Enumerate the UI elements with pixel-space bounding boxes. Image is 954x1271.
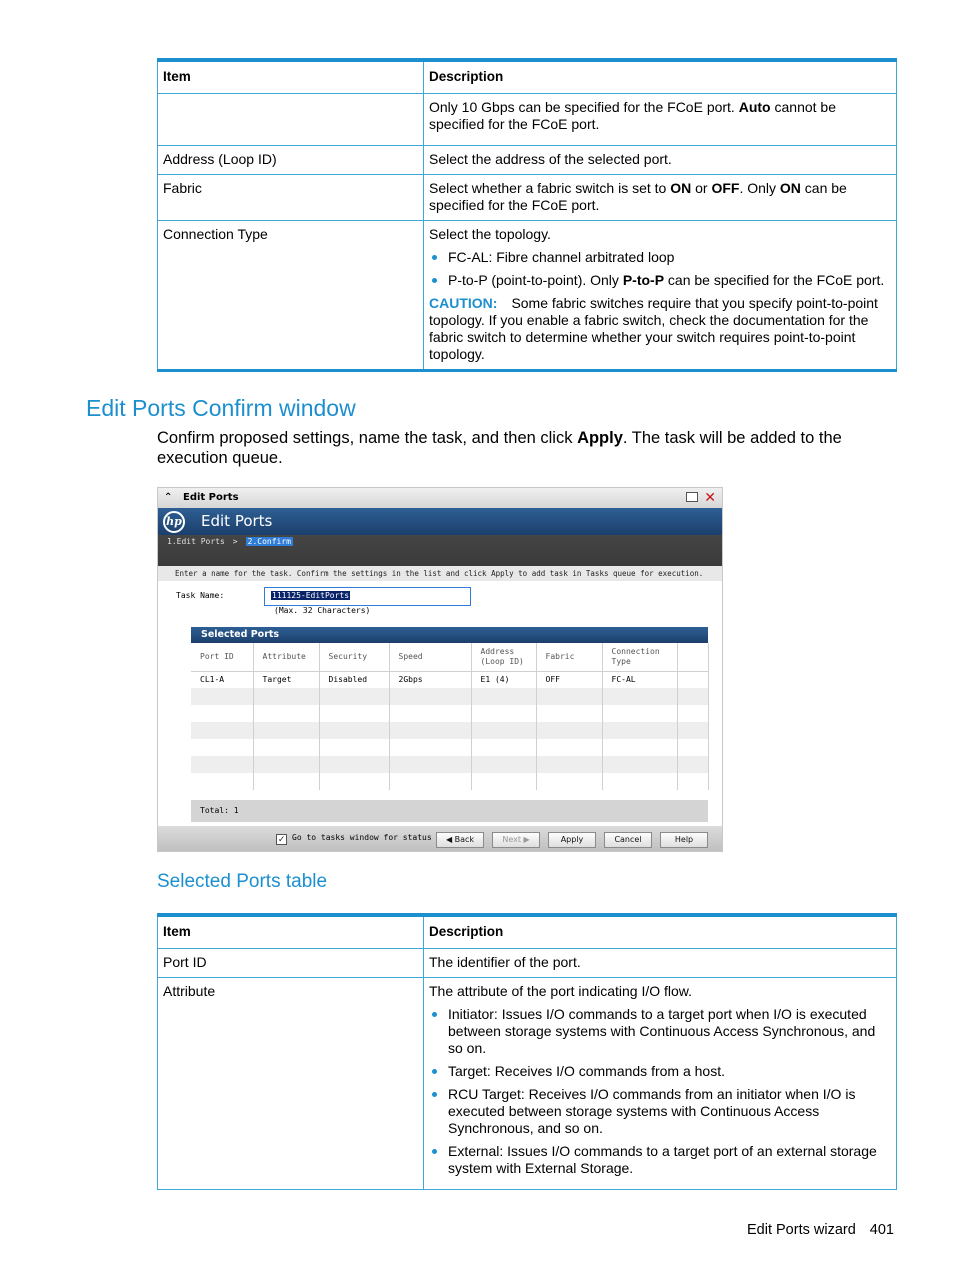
description-cell: Select the topology. FC-AL: Fibre channel arbitrated loop P-to-P (point-to-point). Only P-to-P can be specified for the FCoE port. CAUTION: Some fabric switches require that you specify point-to-point topology. If you enable a fabric switch, check the documentation for the fabric switch to determine whether your switch requires point-to-point topology. bbox=[424, 221, 897, 371]
table-row bbox=[158, 221, 897, 371]
task-name-hint: (Max. 32 Characters) bbox=[274, 606, 371, 615]
step-confirm[interactable]: 2.Confirm bbox=[247, 537, 291, 546]
back-button[interactable]: ◀ Back bbox=[436, 832, 484, 848]
maximize-icon[interactable] bbox=[686, 492, 698, 502]
selected-ports-panel bbox=[191, 627, 708, 822]
table-row bbox=[191, 773, 708, 790]
panel-title: Selected Ports bbox=[191, 627, 708, 643]
col-security[interactable]: Security bbox=[319, 643, 389, 671]
table-row bbox=[158, 978, 897, 1190]
help-button[interactable]: Help bbox=[660, 832, 708, 848]
hp-logo: hp bbox=[163, 511, 185, 533]
intro-paragraph: Confirm proposed settings, name the task, and then click Apply. The task will be added to the execution queue. bbox=[157, 429, 842, 467]
item-cell: Connection Type bbox=[158, 221, 424, 371]
wizard-banner bbox=[158, 508, 723, 535]
col-attribute[interactable]: Attribute bbox=[253, 643, 319, 671]
list-item: FC-AL: Fibre channel arbitrated loop bbox=[429, 249, 891, 266]
caution-label: CAUTION: bbox=[429, 295, 498, 311]
list-item: RCU Target: Receives I/O commands from an initiator when I/O is executed between storage systems with Continuous Access Synchronous, and so on. bbox=[429, 1086, 891, 1137]
collapse-icon[interactable]: ⌃ bbox=[164, 492, 173, 503]
description-cell: Select whether a fabric switch is set to ON or OFF. Only ON can be specified for the FCoE port. bbox=[424, 175, 897, 221]
col-port-id[interactable]: Port ID bbox=[191, 643, 253, 671]
col-connection-type[interactable]: Connection Type bbox=[602, 643, 677, 671]
selected-ports-description-table bbox=[157, 913, 897, 1190]
table-row bbox=[158, 94, 897, 146]
window-title: Edit Ports bbox=[183, 492, 239, 503]
total-count: Total: 1 bbox=[191, 800, 708, 822]
edit-ports-window-screenshot bbox=[157, 487, 723, 852]
banner-title: Edit Ports bbox=[201, 512, 273, 530]
table-row bbox=[191, 705, 708, 722]
list-item: Initiator: Issues I/O commands to a target port when I/O is executed between storage systems with Continuous Access Synchronous, and so on. bbox=[429, 1006, 891, 1057]
step-edit-ports[interactable]: 1.Edit Ports bbox=[167, 537, 225, 546]
next-button[interactable]: Next ▶ bbox=[492, 832, 540, 848]
caution-note: CAUTION: Some fabric switches require that you specify point-to-point topology. If you enable a fabric switch, check the documentation for the fabric switch to determine whether your switch requires point-to-point topology. bbox=[429, 295, 878, 362]
bullet-list bbox=[429, 1006, 891, 1177]
footer-label: Edit Ports wizard bbox=[747, 1222, 856, 1238]
bullet-list bbox=[429, 249, 891, 289]
description-cell: Select the address of the selected port. bbox=[424, 146, 897, 175]
header-description: Description bbox=[424, 915, 897, 949]
apply-button[interactable]: Apply bbox=[548, 832, 596, 848]
col-address[interactable]: Address (Loop ID) bbox=[471, 643, 536, 671]
header-item: Item bbox=[158, 60, 424, 94]
table-row bbox=[158, 949, 897, 978]
list-item: External: Issues I/O commands to a target port of an external storage system with External Storage. bbox=[429, 1143, 891, 1177]
window-titlebar bbox=[158, 488, 723, 508]
table-row bbox=[191, 722, 708, 739]
description-cell: Only 10 Gbps can be specified for the FCoE port. Auto cannot be specified for the FCoE port. bbox=[424, 94, 897, 146]
wizard-steps: 1.Edit Ports > 2.Confirm bbox=[158, 535, 723, 566]
item-cell: Port ID bbox=[158, 949, 424, 978]
item-cell bbox=[158, 94, 424, 146]
table-row bbox=[158, 175, 897, 221]
description-cell: The attribute of the port indicating I/O flow. Initiator: Issues I/O commands to a target port when I/O is executed between storage systems with Continuous Access Synchronous, and so on. Target: Receives I/O commands from a host. RCU Target: Receives I/O commands from an initiator when I/O is executed between storage systems with Continuous Access Synchronous, and so on. External: Issues I/O commands to a target port of an external storage system with External Storage. bbox=[424, 978, 897, 1190]
parameters-table bbox=[157, 58, 897, 372]
description-cell: The identifier of the port. bbox=[424, 949, 897, 978]
cancel-button[interactable]: Cancel bbox=[604, 832, 652, 848]
table-row bbox=[158, 146, 897, 175]
table-row bbox=[191, 756, 708, 773]
go-to-tasks-checkbox[interactable]: ✓ bbox=[276, 834, 287, 845]
header-description: Description bbox=[424, 60, 897, 94]
table-row bbox=[191, 739, 708, 756]
col-speed[interactable]: Speed bbox=[389, 643, 471, 671]
page-number: 401 bbox=[869, 1222, 894, 1238]
table-row bbox=[191, 688, 708, 705]
header-item: Item bbox=[158, 915, 424, 949]
close-icon[interactable]: ✕ bbox=[704, 490, 716, 506]
item-cell: Fabric bbox=[158, 175, 424, 221]
col-fabric[interactable]: Fabric bbox=[536, 643, 602, 671]
section-heading: Edit Ports Confirm window bbox=[86, 395, 356, 421]
subsection-heading: Selected Ports table bbox=[157, 871, 328, 892]
wizard-button-bar bbox=[158, 826, 723, 852]
task-name-input[interactable]: 111125-EditPorts bbox=[264, 587, 471, 606]
page-footer bbox=[733, 1222, 894, 1238]
selected-ports-grid bbox=[191, 643, 709, 790]
list-item: Target: Receives I/O commands from a host. bbox=[429, 1063, 891, 1080]
list-item: P-to-P (point-to-point). Only P-to-P can be specified for the FCoE port. bbox=[429, 272, 891, 289]
instruction-text: Enter a name for the task. Confirm the settings in the list and click Apply to add task in Tasks queue for execution. bbox=[158, 566, 723, 581]
item-cell: Address (Loop ID) bbox=[158, 146, 424, 175]
item-cell: Attribute bbox=[158, 978, 424, 1190]
go-to-tasks-label: Go to tasks window for status bbox=[292, 833, 432, 842]
task-name-label: Task Name: bbox=[176, 591, 225, 600]
table-row[interactable]: CL1-A Target Disabled 2Gbps E1 (4) OFF FC-AL bbox=[191, 671, 708, 688]
